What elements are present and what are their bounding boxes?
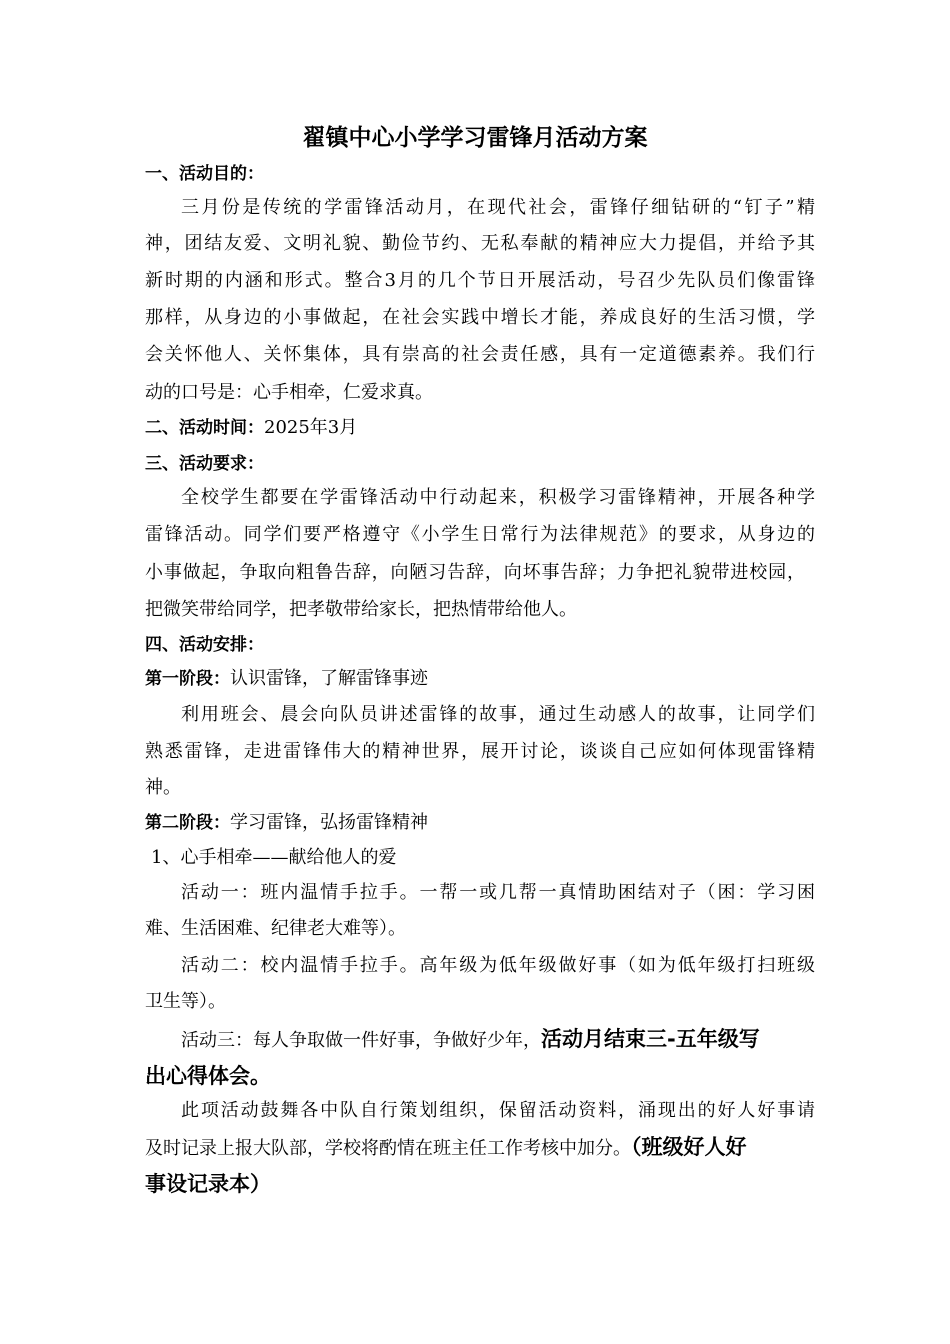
paragraph-line: 神，团结友爱、文明礼貌、勤俭节约、无私奉献的精神应大力提倡，并给予其: [145, 233, 815, 254]
paragraph-line: 会关怀他人、关怀集体，具有崇高的社会责任感，具有一定道德素养。我们行: [145, 344, 815, 365]
section-heading-purpose: 一、活动目的：: [145, 164, 264, 184]
section-heading-schedule: 四、活动安排：: [145, 635, 264, 655]
item-heading: 1、心手相牵——献给他人的爱: [151, 847, 397, 868]
paragraph-line: 小事做起，争取向粗鲁告辞，向陋习告辞，向坏事告辞；力争把礼貌带进校园，: [145, 562, 805, 583]
stage-two-label: 第二阶段：: [145, 813, 230, 833]
closing-line: [145, 1132, 815, 1164]
activity-three-emphasis: 活动月结束三-五年级写: [541, 1027, 760, 1051]
paragraph-line: 熟悉雷锋，走进雷锋伟大的精神世界，展开讨论，谈谈自己应如何体现雷锋精: [145, 741, 815, 762]
document-title: 翟镇中心小学学习雷锋月活动方案: [302, 125, 648, 151]
paragraph-line: 活动二：校内温情手拉手。高年级为低年级做好事（如为低年级打扫班级: [181, 955, 815, 976]
stage-two: [145, 808, 815, 838]
paragraph-line: 卫生等）。: [145, 991, 226, 1012]
paragraph-line: 全校学生都要在学雷锋活动中行动起来，积极学习雷锋精神，开展各种学: [181, 487, 815, 508]
closing-emphasis: （班级好人好: [631, 1135, 747, 1159]
stage-one-label: 第一阶段：: [145, 669, 230, 689]
activity-three-text: 活动三：每人争取做一件好事，争做好少年，: [181, 1030, 541, 1051]
stage-two-text: 学习雷锋，弘扬雷锋精神: [230, 812, 428, 833]
closing-emphasis-cont: 事设记录本）: [145, 1172, 271, 1196]
closing-text: 及时记录上报大队部，学校将酌情在班主任工作考核中加分。: [145, 1138, 631, 1159]
section-heading-time: 二、活动时间：: [145, 418, 264, 438]
stage-one-text: 认识雷锋，了解雷锋事迹: [230, 668, 428, 689]
paragraph-line: 把微笑带给同学，把孝敬带给家长，把热情带给他人。: [145, 599, 577, 620]
section-time: [145, 413, 815, 443]
stage-one: [145, 664, 815, 694]
section-heading-requirements: 三、活动要求：: [145, 454, 264, 474]
paragraph-line: 那样，从身边的小事做起，在社会实践中增长才能，养成良好的生活习惯，学: [145, 307, 815, 328]
paragraph-line: 动的口号是：心手相牵，仁爱求真。: [145, 382, 433, 403]
paragraph-line: 雷锋活动。同学们要严格遵守《小学生日常行为法律规范》的要求，从身边的: [145, 524, 815, 545]
paragraph-line: 神。: [145, 777, 181, 798]
paragraph-line: 难、生活困难、纪律老大难等）。: [145, 918, 406, 939]
activity-three-emphasis-cont: 出心得体会。: [145, 1064, 271, 1088]
activity-three-line: [181, 1024, 815, 1056]
paragraph-line: 活动一：班内温情手拉手。一帮一或几帮一真情助困结对子（困：学习困: [181, 882, 815, 903]
paragraph-line: 此项活动鼓舞各中队自行策划组织，保留活动资料，涌现出的好人好事请: [181, 1100, 815, 1121]
paragraph-line: 三月份是传统的学雷锋活动月，在现代社会，雷锋仔细钻研的“钉子”精: [181, 197, 815, 218]
paragraph-line: 新时期的内涵和形式。整合3月的几个节日开展活动，号召少先队员们像雷锋: [145, 270, 815, 291]
paragraph-line: 利用班会、晨会向队员讲述雷锋的故事，通过生动感人的故事，让同学们: [181, 704, 815, 725]
activity-time-value: 2025年3月: [264, 417, 358, 438]
